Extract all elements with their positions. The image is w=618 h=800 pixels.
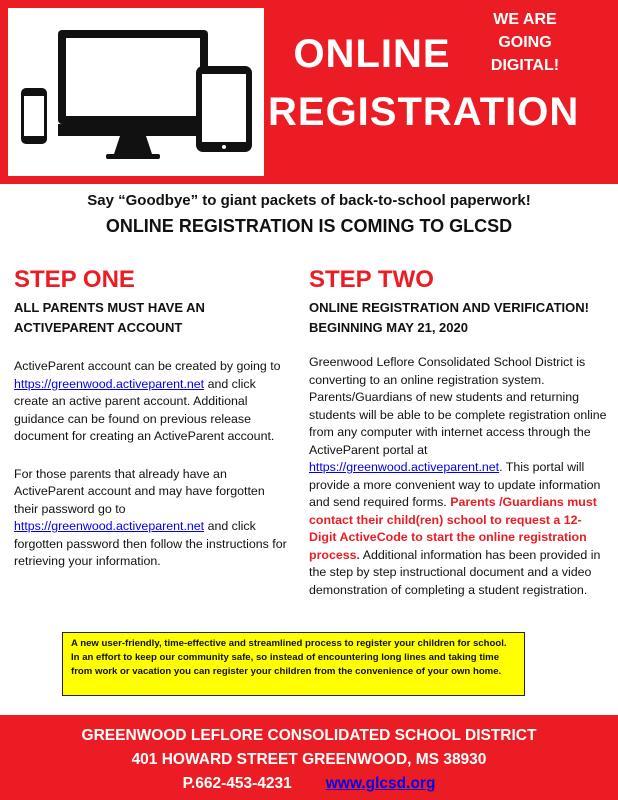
step-two-subtitle-line: ONLINE REGISTRATION AND VERIFICATION! — [309, 300, 589, 315]
activeparent-link[interactable]: https://greenwood.activeparent.net — [14, 376, 205, 391]
intro-headline: ONLINE REGISTRATION IS COMING TO GLCSD — [105, 216, 513, 236]
footer-banner — [0, 715, 618, 800]
activeparent-link[interactable]: https://greenwood.activeparent.net — [309, 460, 500, 474]
contact-line — [0, 775, 618, 793]
paragraph-text: Additional information has been provided in the step by step instructional document and a video demonstration of completing a student registration. — [309, 547, 601, 597]
activecode-notice: Parents /Guardians must contact their child(ren) school to request a 12- Digit ActiveCode to start the online registration process. — [309, 495, 597, 562]
step-two-title: STEP TWO — [309, 266, 434, 293]
devices-illustration — [8, 8, 264, 176]
paragraph-text: and click forgotten password then follow the instructions for retrieving your information. — [14, 519, 287, 568]
district-name: GREENWOOD LEFLORE CONSOLIDATED SCHOOL DISTRICT — [81, 727, 537, 744]
step-two-subtitle — [309, 298, 609, 338]
paragraph-text: and click create an active parent account. Additional guidance can be found on previous release document for creating an ActiveParent account. — [14, 376, 275, 443]
tagline-line: DIGITAL! — [490, 57, 560, 74]
intro-goodbye-line: Say “Goodbye” to giant packets of back-to-school paperwork! — [87, 192, 531, 209]
paragraph-text: For those parents that already have an ActiveParent account and may have forgotten their password go to — [14, 466, 265, 516]
paragraph-text: Greenwood Leflore Consolidated School District is converting to an online registration system. Parents/Guardians of new students and returning students will be able to be complete registration online from any computer with internet access through the ActiveParent portal at — [309, 355, 607, 457]
step-two-subtitle-line: BEGINNING MAY 21, 2020 — [309, 320, 468, 335]
paragraph-text: . This portal will provide a more convenient way to update information and send required forms. — [309, 460, 601, 509]
paragraph-text: ActiveParent account can be created by going to — [14, 359, 281, 373]
header-banner — [0, 0, 618, 184]
yellow-notice-box: A new user-friendly, time-effective and streamlined process to register your children for school. In an effort to keep our community safe, so instead of encountering long lines and taking time from work or vacation you can register your children from the convenience of your own home. — [62, 632, 525, 696]
website-link[interactable]: www.glcsd.org — [325, 775, 436, 792]
tagline-line: GOING — [498, 34, 552, 51]
district-address: 401 HOWARD STREET GREENWOOD, MS 38930 — [131, 751, 487, 768]
step-one-subtitle-line: ACTIVEPARENT ACCOUNT — [14, 320, 183, 335]
step-two-column — [309, 266, 609, 599]
step-one-column — [14, 266, 290, 571]
devices-icon — [8, 8, 264, 176]
step-two-paragraph — [309, 354, 609, 599]
step-one-paragraph-create — [14, 358, 290, 446]
step-one-paragraph-forgot — [14, 466, 290, 571]
step-one-subtitle — [14, 298, 290, 338]
banner-title-registration: REGISTRATION — [268, 90, 580, 134]
activeparent-link[interactable]: https://greenwood.activeparent.net — [14, 519, 205, 533]
phone-number: P.662-453-4231 — [182, 775, 292, 792]
banner-title-online: ONLINE — [293, 32, 451, 76]
tagline-line: WE ARE — [493, 11, 557, 28]
step-one-title: STEP ONE — [14, 266, 135, 293]
step-one-subtitle-line: ALL PARENTS MUST HAVE AN — [14, 300, 205, 315]
